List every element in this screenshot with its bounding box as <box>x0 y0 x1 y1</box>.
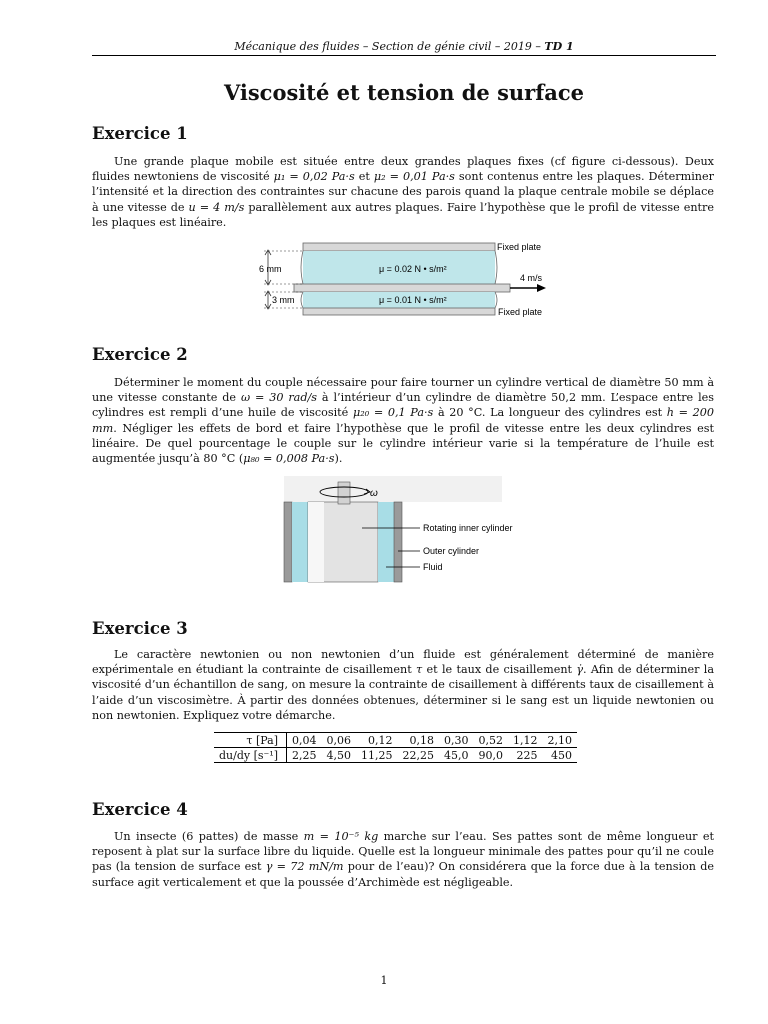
ex4-text-part: Un insecte (6 pattes) de masse <box>114 830 304 843</box>
mu-bottom-label: μ = 0.01 N • s/m² <box>379 295 447 305</box>
outer-cylinder-label: Outer cylinder <box>423 546 480 556</box>
table-cell: 22,25 <box>398 748 440 763</box>
fluid-label: Fluid <box>423 562 443 572</box>
ex1-text-part: et <box>354 170 374 184</box>
gap-bottom-label: 3 mm <box>272 295 295 305</box>
table-cell: 0,18 <box>398 733 440 748</box>
fluid-left <box>292 502 308 582</box>
fixed-plate-top-label: Fixed plate <box>497 242 542 252</box>
table-cell: 4,50 <box>322 748 357 763</box>
ex2-text-part: à l’intérieur d’un cylindre de diamètre 50,2 mm. L’espace entre les cylindres est rempli d’une huile de viscosité <box>92 391 715 420</box>
exercise-2-heading: Exercice 2 <box>92 345 188 364</box>
table-cell: 0,06 <box>322 733 357 748</box>
exercise-2-text <box>92 375 714 466</box>
ex1-text-part: parallèlement aux autres plaques. Faire l’hypothèse que le profil de vitesse entre les plaques est linéaire. <box>92 200 714 229</box>
table-row <box>214 748 577 763</box>
ex1-text-part: Une grande plaque mobile est située entre deux grandes plaques fixes (cf figure ci-dessous). Deux fluides newtoniens de viscosité <box>92 155 714 184</box>
velocity-arrowhead <box>537 284 546 292</box>
ex1-text-part: sont contenus entre les plaques. Déterminer l’intensité et la direction des contraintes sur chacune des parois quand la plaque centrale mobile se déplace à une vitesse de <box>92 170 714 214</box>
ex2-mu20: μ₂₀ = 0,1 Pa·s <box>352 406 434 420</box>
table-cell: 45,0 <box>439 748 474 763</box>
ex2-omega: ω = 30 rad/s <box>240 391 318 405</box>
ex4-text-part: pour de l’eau)? On considérera que la force due à la tension de surface agit verticalement et que la poussée d’Archimède est négligeable. <box>92 860 714 889</box>
outer-cylinder-left <box>284 502 292 582</box>
velocity-label: 4 m/s <box>520 273 543 283</box>
top-fixed-plate <box>303 243 495 251</box>
exercise-3-heading: Exercice 3 <box>92 619 188 638</box>
ex4-text-part: marche sur l’eau. Ses pattes sont de même longueur et reposent à plat sur la surface libre du liquide. Quelle est la longueur minimale des pattes pour qu’il ne coule pas (la tension de surface est <box>92 830 714 874</box>
shear-data-table <box>214 732 577 763</box>
bottom-fixed-plate <box>303 308 495 315</box>
exercise-1-text <box>92 154 714 230</box>
gap-top-label: 6 mm <box>259 264 282 274</box>
ex4-surface-tension: γ = 72 mN/m <box>265 860 344 874</box>
table-cell: 0,52 <box>474 733 509 748</box>
shaft <box>338 482 350 504</box>
exercise-4-heading: Exercice 4 <box>92 800 188 819</box>
plates-figure <box>250 238 560 320</box>
table-cell: 11,25 <box>356 748 398 763</box>
fluid-right <box>378 502 394 582</box>
table-row-label: τ [Pa] <box>214 733 287 748</box>
outer-cylinder-right <box>394 502 402 582</box>
header-rule <box>92 55 716 56</box>
table-cell: 0,30 <box>439 733 474 748</box>
ex3-tau: τ <box>416 663 423 677</box>
ex1-mu1: μ₁ = 0,02 Pa·s <box>273 170 355 184</box>
page-number: 1 <box>380 974 388 987</box>
air-region <box>284 476 502 502</box>
mu-top-label: μ = 0.02 N • s/m² <box>379 264 447 274</box>
ex2-length: h = 200 mm <box>92 406 714 435</box>
ex2-mu80: μ₈₀ = 0,008 Pa·s <box>243 452 335 466</box>
ex3-text-part: Le caractère newtonien ou non newtonien d’un fluide est généralement déterminé de manière expérimentale en étudiant la contrainte de cisaillement <box>92 648 714 677</box>
exercise-3-text <box>92 647 714 723</box>
table-cell: 2,25 <box>287 748 322 763</box>
ex2-text-part: Déterminer le moment du couple nécessaire pour faire tourner un cylindre vertical de diamètre 50 mm à une vitesse constante de <box>92 376 714 405</box>
ex2-text-part: ). <box>334 452 343 466</box>
table-row <box>214 733 577 748</box>
table-cell: 225 <box>508 748 543 763</box>
moving-plate <box>294 284 510 292</box>
exercise-4-text <box>92 829 714 890</box>
ex1-mu2: μ₂ = 0,01 Pa·s <box>373 170 455 184</box>
exercise-1-heading: Exercice 1 <box>92 124 188 143</box>
table-row-label: du/dy [s⁻¹] <box>214 748 287 763</box>
running-header <box>92 40 716 53</box>
header-text: Mécanique des fluides – Section de génie civil – 2019 – <box>234 40 541 53</box>
table-cell: 0,12 <box>356 733 398 748</box>
table-cell: 2,10 <box>543 733 578 748</box>
omega-label: ω <box>370 488 378 499</box>
table-cell: 0,04 <box>287 733 322 748</box>
ex1-velocity: u = 4 m/s <box>188 200 245 214</box>
ex3-text-part: . Afin de déterminer la viscosité d’un échantillon de sang, on mesure la contrainte de cisaillement à différents taux de cisaillement à l’aide d’un viscosimètre. À partir des données obtenues, déterminer si le sang est un liquide newtonien ou non newtonien. Expliquez votre démarche. <box>92 663 715 722</box>
ex2-text-part: à 20 °C. La longueur des cylindres est <box>433 406 667 420</box>
table-cell: 90,0 <box>474 748 509 763</box>
ex4-mass: m = 10⁻⁵ kg <box>303 830 379 843</box>
page-title: Viscosité et tension de surface <box>223 80 585 105</box>
cylinders-figure <box>278 476 538 588</box>
header-td: TD 1 <box>544 40 574 53</box>
table-cell: 1,12 <box>508 733 543 748</box>
ex3-gamma: γ̇ <box>576 663 584 677</box>
inner-cylinder-label: Rotating inner cylinder <box>423 523 513 533</box>
ex2-text-part: . Négliger les effets de bord et faire l’hypothèse que le profil de vitesse entre les deux cylindres est linéaire. De quel pourcentage le couple sur le cylindre intérieur varie si la température de l’huile est augmentée jusqu’à 80 °C ( <box>92 421 714 466</box>
table-cell: 450 <box>543 748 578 763</box>
fixed-plate-bottom-label: Fixed plate <box>498 307 543 317</box>
ex3-text-part: et le taux de cisaillement <box>422 663 577 677</box>
